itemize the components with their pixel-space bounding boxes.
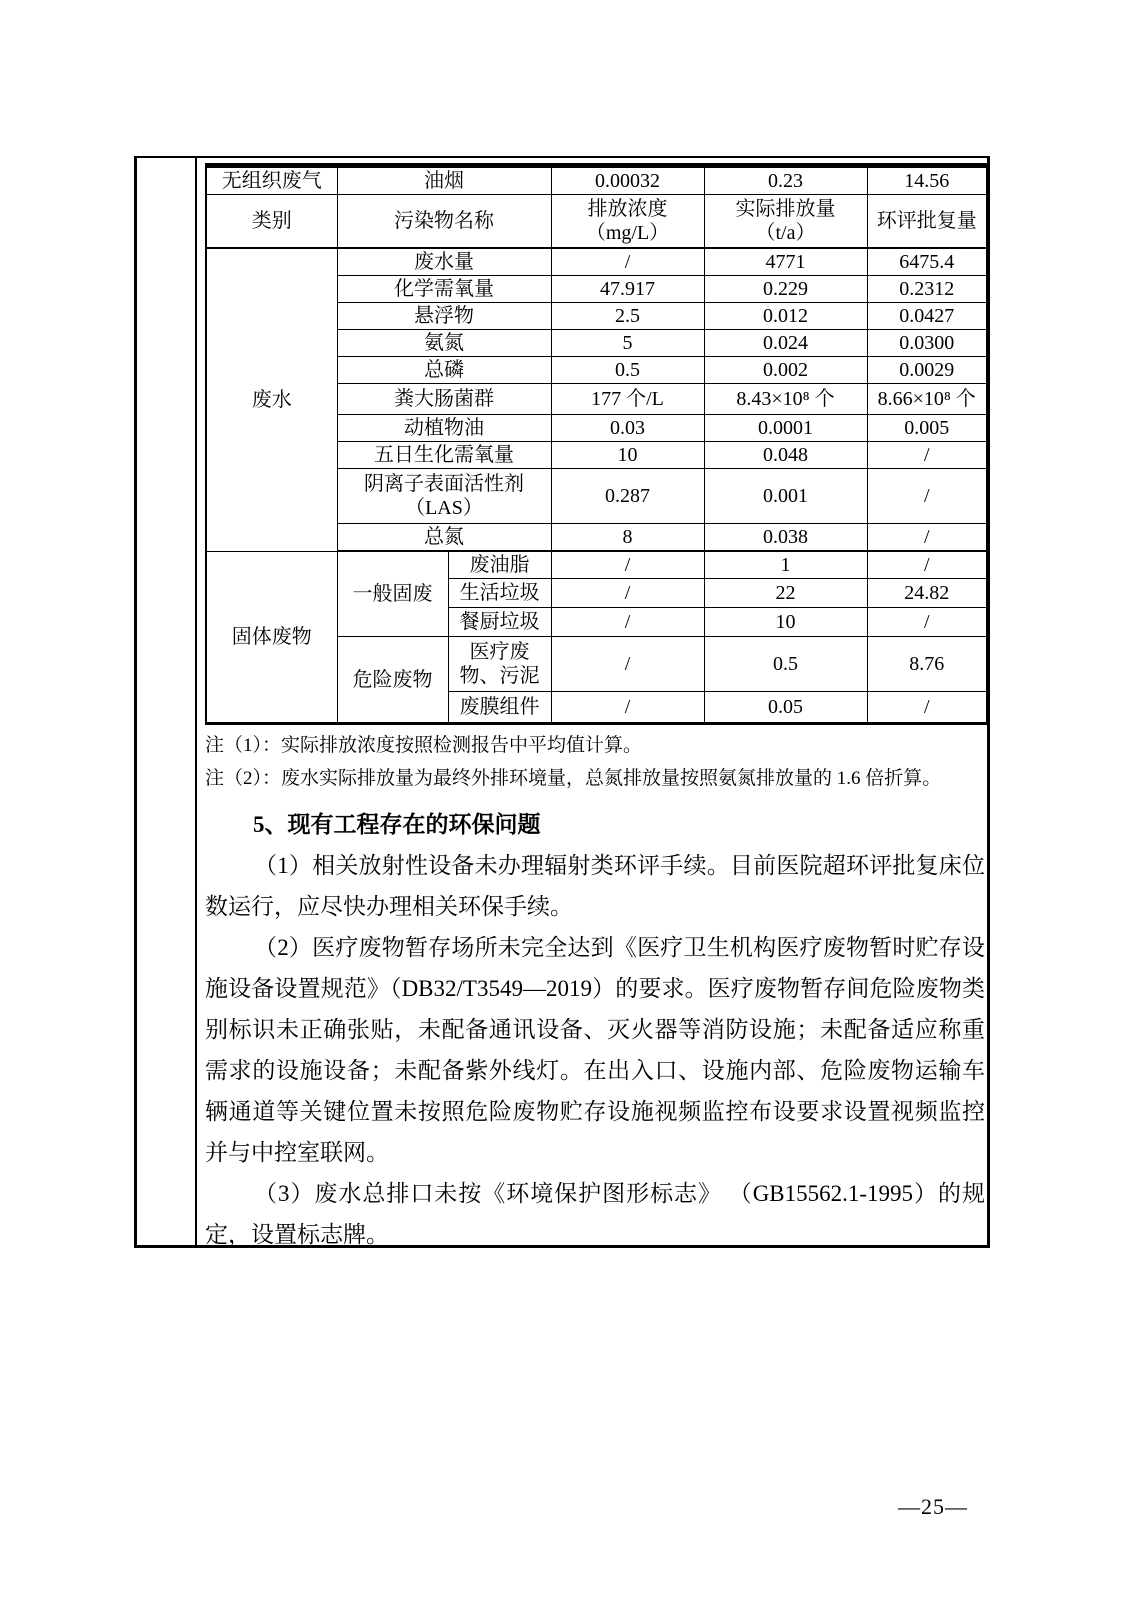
table-row xyxy=(206,248,987,276)
empty-left-column xyxy=(137,158,197,1245)
actual-emission-cell: 0.048 xyxy=(704,442,867,469)
pollutant-table xyxy=(205,163,988,725)
pollutant-name-cell: 粪大肠菌群 xyxy=(337,384,551,415)
pollutant-name-cell: 油烟 xyxy=(337,166,551,195)
table-header-row xyxy=(206,195,987,249)
actual-emission-cell: 0.038 xyxy=(704,524,867,552)
actual-emission-cell: 0.5 xyxy=(704,637,867,692)
pollutant-name-cell: 总氮 xyxy=(337,524,551,552)
pollutant-name-cell: 生活垃圾 xyxy=(448,579,551,608)
concentration-cell: / xyxy=(551,248,704,276)
actual-emission-cell: 0.012 xyxy=(704,303,867,330)
header-pollutant-name: 污染物名称 xyxy=(337,195,551,249)
pollutant-name-cell: 废油脂 xyxy=(448,551,551,579)
category-cell: 无组织废气 xyxy=(206,166,337,195)
pollutant-name-cell: 氨氮 xyxy=(337,330,551,357)
approved-amount-cell: / xyxy=(867,469,987,524)
actual-emission-cell: 0.05 xyxy=(704,692,867,724)
concentration-cell: / xyxy=(551,608,704,637)
actual-emission-cell: 0.002 xyxy=(704,357,867,384)
section-heading: 5、现有工程存在的环保问题 xyxy=(253,812,541,837)
approved-amount-cell: / xyxy=(867,692,987,724)
paragraph-1: （1）相关放射性设备未办理辐射类环评手续。目前医院超环评批复床位数运行，应尽快办理相关环保手续。 xyxy=(205,853,985,919)
concentration-cell: 5 xyxy=(551,330,704,357)
concentration-cell: 8 xyxy=(551,524,704,552)
content-cell xyxy=(197,158,987,1245)
header-concentration: 排放浓度 （mg/L） xyxy=(551,195,704,249)
actual-emission-cell: 0.024 xyxy=(704,330,867,357)
note-2: 注（2）：废水实际排放量为最终外排环境量，总氮排放量按照氨氮排放量的 1.6 倍折算。 xyxy=(205,768,942,789)
approved-amount-cell: 0.0427 xyxy=(867,303,987,330)
concentration-cell: 47.917 xyxy=(551,276,704,303)
actual-emission-cell: 0.0001 xyxy=(704,415,867,442)
approved-amount-cell: 14.56 xyxy=(867,166,987,195)
header-approved-amount: 环评批复量 xyxy=(867,195,987,249)
pollutant-name-cell: 医疗废物、污泥 xyxy=(448,637,551,692)
approved-amount-cell: / xyxy=(867,551,987,579)
approved-amount-cell: 6475.4 xyxy=(867,248,987,276)
approved-amount-cell: 0.0300 xyxy=(867,330,987,357)
concentration-cell: 0.03 xyxy=(551,415,704,442)
general-solid-waste-label: 一般固废 xyxy=(337,551,448,637)
page-table-frame xyxy=(134,156,990,1248)
header-actual-emission: 实际排放量 （t/a） xyxy=(704,195,867,249)
actual-emission-cell: 22 xyxy=(704,579,867,608)
actual-emission-cell: 4771 xyxy=(704,248,867,276)
pollutant-name-cell: 总磷 xyxy=(337,357,551,384)
pollutant-name-cell: 悬浮物 xyxy=(337,303,551,330)
approved-amount-cell: 0.005 xyxy=(867,415,987,442)
approved-amount-cell: 8.66×10⁸ 个 xyxy=(867,384,987,415)
pollutant-name-cell: 废膜组件 xyxy=(448,692,551,724)
approved-amount-cell: / xyxy=(867,442,987,469)
concentration-cell: 10 xyxy=(551,442,704,469)
concentration-cell: / xyxy=(551,579,704,608)
table-row-unorganized-gas xyxy=(206,166,987,195)
page-number: —25— xyxy=(898,1494,968,1519)
actual-emission-cell: 8.43×10⁸ 个 xyxy=(704,384,867,415)
pollutant-name-cell: 化学需氧量 xyxy=(337,276,551,303)
concentration-cell: 0.5 xyxy=(551,357,704,384)
paragraph-2: （2）医疗废物暂存场所未完全达到《医疗卫生机构医疗废物暂时贮存设施设备设置规范》（DB32/T3549—2019）的要求。医疗废物暂存间危险废物类别标识未正确张贴，未配备通讯设备、灭火器等消防设施；未配备适应称重需求的设施设备；未配备紫外线灯。在出入口、设施内部、危险废物运输车辆通道等关键位置未按照危险废物贮存设施视频监控布设要求设置视频监控并与中控室联网。 xyxy=(205,935,985,1165)
pollutant-name-cell: 五日生化需氧量 xyxy=(337,442,551,469)
actual-emission-cell: 0.229 xyxy=(704,276,867,303)
actual-emission-cell: 1 xyxy=(704,551,867,579)
wastewater-group-label: 废水 xyxy=(206,248,337,551)
concentration-cell: 2.5 xyxy=(551,303,704,330)
table-notes xyxy=(205,729,988,795)
actual-emission-cell: 0.001 xyxy=(704,469,867,524)
approved-amount-cell: / xyxy=(867,524,987,552)
pollutant-name-cell: 动植物油 xyxy=(337,415,551,442)
actual-emission-cell: 10 xyxy=(704,608,867,637)
solid-waste-group-label: 固体废物 xyxy=(206,551,337,724)
pollutant-name-cell: 废水量 xyxy=(337,248,551,276)
header-category: 类别 xyxy=(206,195,337,249)
approved-amount-cell: 0.0029 xyxy=(867,357,987,384)
concentration-cell: / xyxy=(551,692,704,724)
concentration-cell: 0.287 xyxy=(551,469,704,524)
approved-amount-cell: / xyxy=(867,608,987,637)
concentration-cell: / xyxy=(551,551,704,579)
concentration-cell: / xyxy=(551,637,704,692)
approved-amount-cell: 8.76 xyxy=(867,637,987,692)
paragraph-3: （3）废水总排口未按《环境保护图形标志》 （GB15562.1-1995）的规定，设置标志牌。 xyxy=(205,1181,985,1247)
note-1: 注（1）：实际排放浓度按照检测报告中平均值计算。 xyxy=(205,735,643,756)
approved-amount-cell: 24.82 xyxy=(867,579,987,608)
concentration-cell: 0.00032 xyxy=(551,166,704,195)
hazardous-waste-label: 危险废物 xyxy=(337,637,448,724)
table-row xyxy=(206,551,987,579)
approved-amount-cell: 0.2312 xyxy=(867,276,987,303)
actual-emission-cell: 0.23 xyxy=(704,166,867,195)
concentration-cell: 177 个/L xyxy=(551,384,704,415)
pollutant-name-cell: 餐厨垃圾 xyxy=(448,608,551,637)
pollutant-name-cell: 阴离子表面活性剂 （LAS） xyxy=(337,469,551,524)
